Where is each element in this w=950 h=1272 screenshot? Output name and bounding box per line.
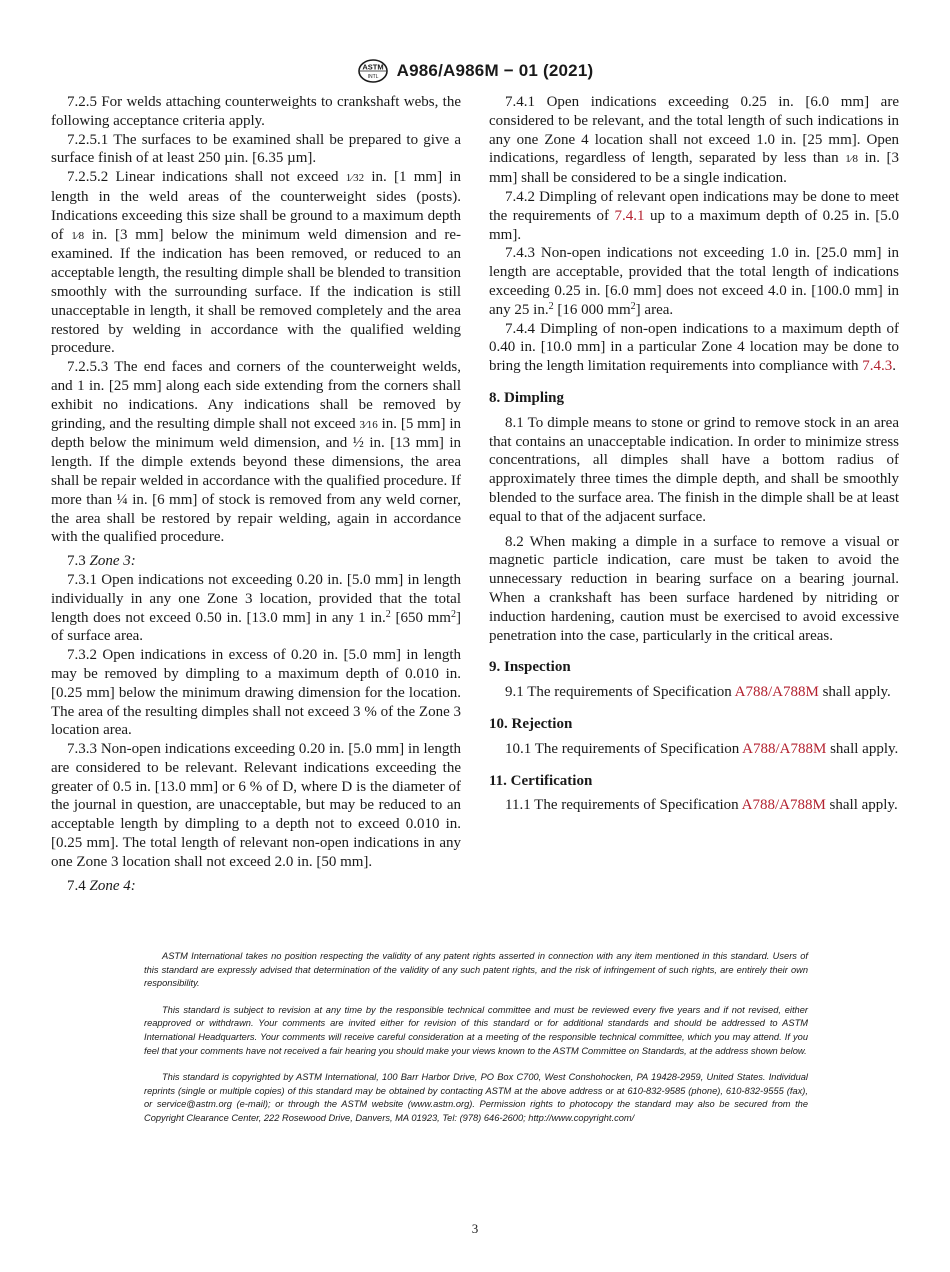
paragraph-8-1: 8.1 To dimple means to stone or grind to remove stock in an area that contains an unacceptable indication. In order to minimize stress concentrations, all dimples shall have a bottom radius of approximately three times the dimple depth, and shall be smoothly blended to the surface area. The finish in the dimple shall be at least equal to that of the adjacent surface. — [489, 414, 899, 525]
paragraph-7-4-4: 7.4.4 Dimpling of non-open indications to a maximum depth of 0.40 in. [10.0 mm] in a particular Zone 4 location may be done to bring the length limitation requirements into compliance with 7.4.3. — [489, 320, 899, 375]
page-number: 3 — [471, 1221, 479, 1236]
paragraph-7-3-3: 7.3.3 Non-open indications exceeding 0.20 in. [5.0 mm] in length are considered to be relevant. Relevant indications exceeding the greater of 0.5 in. [13.0 mm] or 6 % of D, where D is the diameter of the journal in question, are unacceptable, but may be reduced to an acceptable length by dimpling to a depth not to exceed 0.010 in. [0.25 mm]. The total length of relevant non-open indications in any one Zone 3 location shall not exceed 2.0 in. [50 mm]. — [51, 741, 461, 870]
paragraph-7-2-5-2: 7.2.5.2 Linear indications shall not exceed 1⁄32 in. [1 mm] in length in the weld areas of the counterweight sides (posts). Indications exceeding this size shall be ground to a maximum depth of 1⁄8 in. [3 mm] below the minimum weld dimension and re-examined. If the indication has been removed, or reduced to an acceptable length, the resulting dimple shall be blended to transition smoothly with the surrounding surface. If the indication is still unacceptable in length, it shall be removed completely and the area restored by welding in accordance with the qualified welding procedure. — [51, 169, 461, 357]
ref-link-a788[interactable]: A788/A788M — [741, 797, 826, 814]
paragraph-11-1: 11.1 The requirements of Specification A788/A788M shall apply. — [505, 797, 898, 814]
section-8-heading: 8. Dimpling — [489, 389, 565, 406]
page-header — [0, 58, 950, 89]
paragraph-7-4-2: 7.4.2 Dimpling of relevant open indications may be done to meet the requirements of 7.4.1 up to a maximum depth of 0.25 in. [5.0 mm]. — [489, 188, 899, 243]
svg-text:ASTM: ASTM — [362, 62, 384, 72]
svg-text:INTL: INTL — [367, 74, 379, 80]
footer-copyright-notice: This standard is copyrighted by ASTM International, 100 Barr Harbor Drive, PO Box C700, West Conshohocken, PA 19428-2959, United States. Individual reprints (single or multiple copies) of this standard may be obtained by contacting ASTM at the above address or at 610-832-9585 (phone), 610-832-9555 (fax), or service@astm.org (e-mail); or through the ASTM website (www.astm.org). Permission rights to photocopy the standard may also be secured from the Copyright Clearance Center, 222 Rosewood Drive, Danvers, MA 01923, Tel: (978) 646-2600; http://www.copyright.com/ — [144, 1072, 808, 1123]
standard-designation: A986/A986M − 01 (2021) — [396, 61, 594, 80]
footer-revision-notice: This standard is subject to revision at any time by the responsible technical committee and must be reviewed every five years and if not revised, either reapproved or withdrawn. Your comments are invited either for revision of this standard or for additional standards and should be addressed to ASTM International Headquarters. Your comments will receive careful consideration at a meeting of the responsible technical committee, which you may attend. If you feel that your comments have not received a fair hearing you should make your views known to the ASTM Committee on Standards, at the address shown below. — [144, 1004, 808, 1056]
paragraph-7-2-5: 7.2.5 For welds attaching counterweights to crankshaft webs, the following acceptance criteria apply. — [51, 94, 461, 129]
zone-3-heading: 7.3 Zone 3: — [67, 553, 136, 570]
paragraph-7-3-1: 7.3.1 Open indications not exceeding 0.20 in. [5.0 mm] in length individually in any one Zone 3 location, provided that the total length does not exceed 0.50 in. [13.0 mm] in any 1 in.$^2$ [650 $mm^2$] of surface area. — [51, 571, 461, 645]
section-9-heading: 9. Inspection — [489, 659, 571, 676]
paragraph-7-2-5-3: 7.2.5.3 The end faces and corners of the counterweight welds, and 1 in. [25 mm] along each side extending from the corners shall exhibit no indications. Any indications shall be removed by grinding, and the resulting dimple shall not exceed 3⁄16 in. [5 mm] in depth below the minimum weld dimension, and ½ in. [13 mm] in length. If the dimple extends beyond these dimensions, the area shall be repair welded in accordance with the qualified procedure. If more than ¼ in. [6 mm] of stock is removed from any weld corner, the area shall be restored by repair welding, again in accordance with the qualified procedure. — [51, 359, 461, 546]
paragraph-9-1: 9.1 The requirements of Specification A788/A788M shall apply. — [505, 684, 891, 701]
section-11-heading: 11. Certification — [489, 772, 593, 789]
right-column — [489, 93, 899, 815]
paragraph-7-4-3: 7.4.3 Non-open indications not exceeding 1.0 in. [25.0 mm] in length are acceptable, provided that the total length of indications exceeding 0.25 in. [6.0 mm] does not exceed 4.0 in. [100.0 mm] in any 25 in.$^2$ [16 000 $mm^2$] area. — [489, 245, 899, 318]
ref-link-7-4-1[interactable]: 7.4.1 — [614, 207, 645, 224]
paragraph-10-1: 10.1 The requirements of Specification A788/A788M shall apply. — [505, 740, 899, 757]
section-10-heading: 10. Rejection — [489, 715, 573, 732]
paragraph-7-4-1: 7.4.1 Open indications exceeding 0.25 in. [6.0 mm] are considered to be relevant, and the total length of such indications in any one Zone 4 location shall not exceed 1.0 in. [25 mm]. Open indications, regardless of length, separated by less than 1⁄8 in. [3 mm] shall be considered to be a single indication. — [489, 94, 899, 187]
ref-link-a788[interactable]: A788/A788M — [734, 684, 819, 701]
footer-notices — [144, 950, 808, 1139]
paragraph-7-3-2: 7.3.2 Open indications in excess of 0.20 in. [5.0 mm] in length may be removed by dimpling to a maximum depth of 0.010 in. [0.25 mm] below the minimum drawing dimension for the location. The area of the resulting dimples shall not exceed 3 % of the Zone 3 location area. — [51, 647, 461, 739]
paragraph-8-2: 8.2 When making a dimple in a surface to remove a visual or magnetic particle indication, care must be taken to avoid the unnecessary reduction in bearing surface on a bearing journal. When a crankshaft has been surface hardened by nitriding or induction hardening, caution must be exercised to avoid excessive penetration into the case, particularly in the critical areas. — [489, 533, 899, 644]
zone-4-heading: 7.4 Zone 4: — [67, 877, 136, 894]
astm-logo-icon — [357, 58, 389, 84]
ref-link-a788[interactable]: A788/A788M — [742, 740, 827, 757]
paragraph-7-2-5-1: 7.2.5.1 The surfaces to be examined shall be prepared to give a surface finish of at least 250 µin. [6.35 µm]. — [51, 131, 461, 167]
ref-link-7-4-3[interactable]: 7.4.3 — [862, 358, 893, 375]
footer-patent-notice: ASTM International takes no position respecting the validity of any patent rights asserted in connection with any item mentioned in this standard. Users of this standard are expressly advised that determination of the validity of any such patent rights, and the risk of infringement of such rights, are entirely their own responsibility. — [144, 951, 808, 989]
left-column — [51, 93, 461, 895]
